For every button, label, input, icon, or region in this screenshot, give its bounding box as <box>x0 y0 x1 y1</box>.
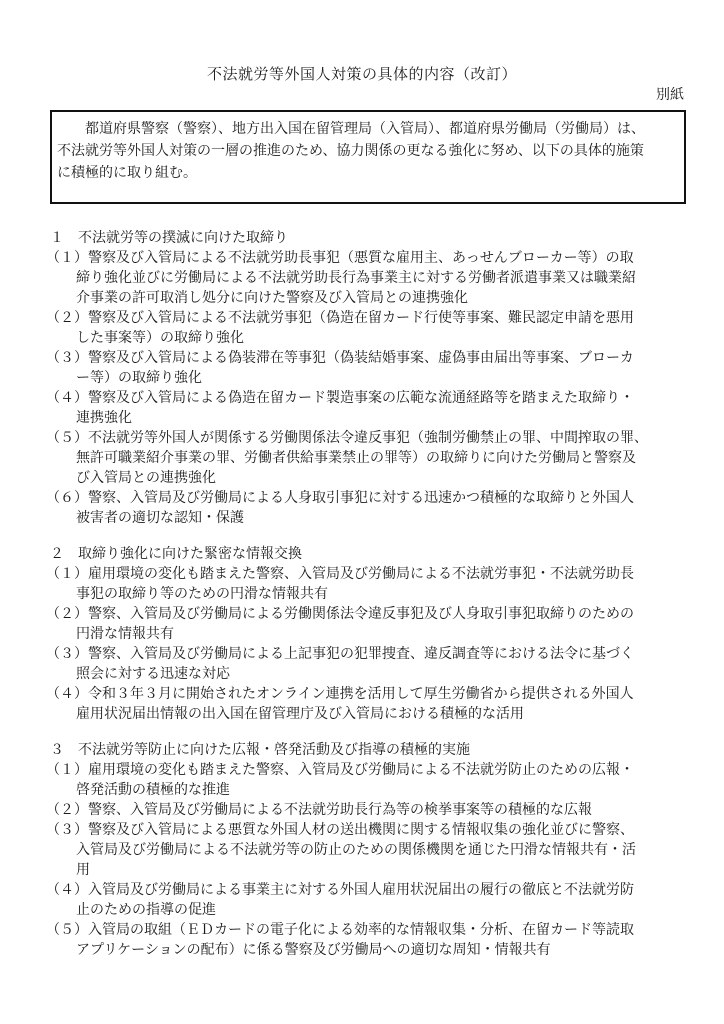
preamble-line: に積極的に取り組む。 <box>57 165 197 181</box>
attachment-label: 別紙 <box>656 87 684 103</box>
item-line: 被害者の適切な認知・保護 <box>76 510 244 526</box>
item-line: 用 <box>76 862 90 878</box>
item-line: （３）警察、入管局及び労働局による上記事犯の犯罪捜査、違反調査等における法令に基づく <box>46 646 634 662</box>
preamble-box <box>50 110 686 204</box>
item-line: （３）警察及び入管局による悪質な外国人材の送出機関に関する情報収集の強化並びに警察、 <box>46 822 634 838</box>
item-line: 止のための指導の促進 <box>76 902 216 918</box>
section-1 <box>0 228 724 528</box>
item-line: 締り強化並びに労働局による不法就労助長行為事業主に対する労働者派遣事業又は職業紹 <box>76 270 636 286</box>
section-2 <box>0 544 724 724</box>
item-line: した事案等）の取締り強化 <box>76 330 244 346</box>
section-heading: ３ 不法就労等防止に向けた広報・啓発活動及び指導の積極的実施 <box>50 742 470 758</box>
item-line: 事犯の取締り等のための円滑な情報共有 <box>76 586 328 602</box>
item-line: （６）警察、入管局及び労働局による人身取引事犯に対する迅速かつ積極的な取締りと外国人 <box>46 490 634 506</box>
section-3 <box>0 740 724 960</box>
item-line: 啓発活動の積極的な推進 <box>76 782 230 798</box>
item-line: （５）入管局の取組（ＥＤカードの電子化による効率的な情報収集・分析、在留カード等読取 <box>46 922 634 938</box>
item-line: （１）雇用環境の変化も踏まえた警察、入管局及び労働局による不法就労事犯・不法就労助長 <box>46 566 634 582</box>
preamble-line: 都道府県警察（警察）、地方出入国在留管理局（入管局）、都道府県労働局（労働局）は、 <box>57 121 645 137</box>
item-line: 無許可職業紹介事業の罪、労働者供給事業禁止の罪等）の取締りに向けた労働局と警察及 <box>76 450 636 466</box>
page-title: 不法就労等外国人対策の具体的内容（改訂） <box>206 65 517 83</box>
item-line: （４）令和３年３月に開始されたオンライン連携を活用して厚生労働省から提供される外国人 <box>46 686 634 702</box>
item-line: （１）雇用環境の変化も踏まえた警察、入管局及び労働局による不法就労防止のための広報・ <box>46 762 634 778</box>
item-line: （２）警察、入管局及び労働局による労働関係法令違反事犯及び人身取引事犯取締りのための <box>46 606 634 622</box>
item-line: （４）警察及び入管局による偽造在留カード製造事案の広範な流通経路等を踏まえた取締り・ <box>46 390 634 406</box>
item-line: 照会に対する迅速な対応 <box>76 666 230 682</box>
item-line: （１）警察及び入管局による不法就労助長事犯（悪質な雇用主、あっせんブローカー等）の取 <box>46 250 634 266</box>
section-heading: ２ 取締り強化に向けた緊密な情報交換 <box>50 546 302 562</box>
item-line: （５）不法就労等外国人が関係する労働関係法令違反事犯（強制労働禁止の罪、中間搾取の罪、 <box>46 430 648 446</box>
document-body <box>0 228 724 960</box>
item-line: 円滑な情報共有 <box>76 626 174 642</box>
item-line: 雇用状況届出情報の出入国在留管理庁及び入管局における積極的な活用 <box>76 706 524 722</box>
section-heading: １ 不法就労等の撲滅に向けた取締り <box>50 230 288 246</box>
item-line: （３）警察及び入管局による偽装滞在等事犯（偽装結婚事案、虚偽事由届出等事案、ブローカ <box>46 350 634 366</box>
preamble-line: 不法就労等外国人対策の一層の推進のため、協力関係の更なる強化に努め、以下の具体的施策 <box>57 143 644 159</box>
item-line: （４）入管局及び労働局による事業主に対する外国人雇用状況届出の履行の徹底と不法就労防 <box>46 882 634 898</box>
item-line: （２）警察及び入管局による不法就労事犯（偽造在留カード行使等事案、難民認定申請を悪用 <box>46 310 634 326</box>
item-line: 介事業の許可取消し処分に向けた警察及び入管局との連携強化 <box>76 290 468 306</box>
item-line: び入管局との連携強化 <box>76 470 216 486</box>
item-line: ー等）の取締り強化 <box>76 370 202 386</box>
item-line: 連携強化 <box>76 410 132 426</box>
item-line: （２）警察、入管局及び労働局による不法就労助長行為等の検挙事案等の積極的な広報 <box>46 802 592 818</box>
item-line: 入管局及び労働局による不法就労等の防止のための関係機関を通じた円滑な情報共有・活 <box>76 842 636 858</box>
item-line: アプリケーションの配布）に係る警察及び労働局への適切な周知・情報共有 <box>76 942 551 958</box>
